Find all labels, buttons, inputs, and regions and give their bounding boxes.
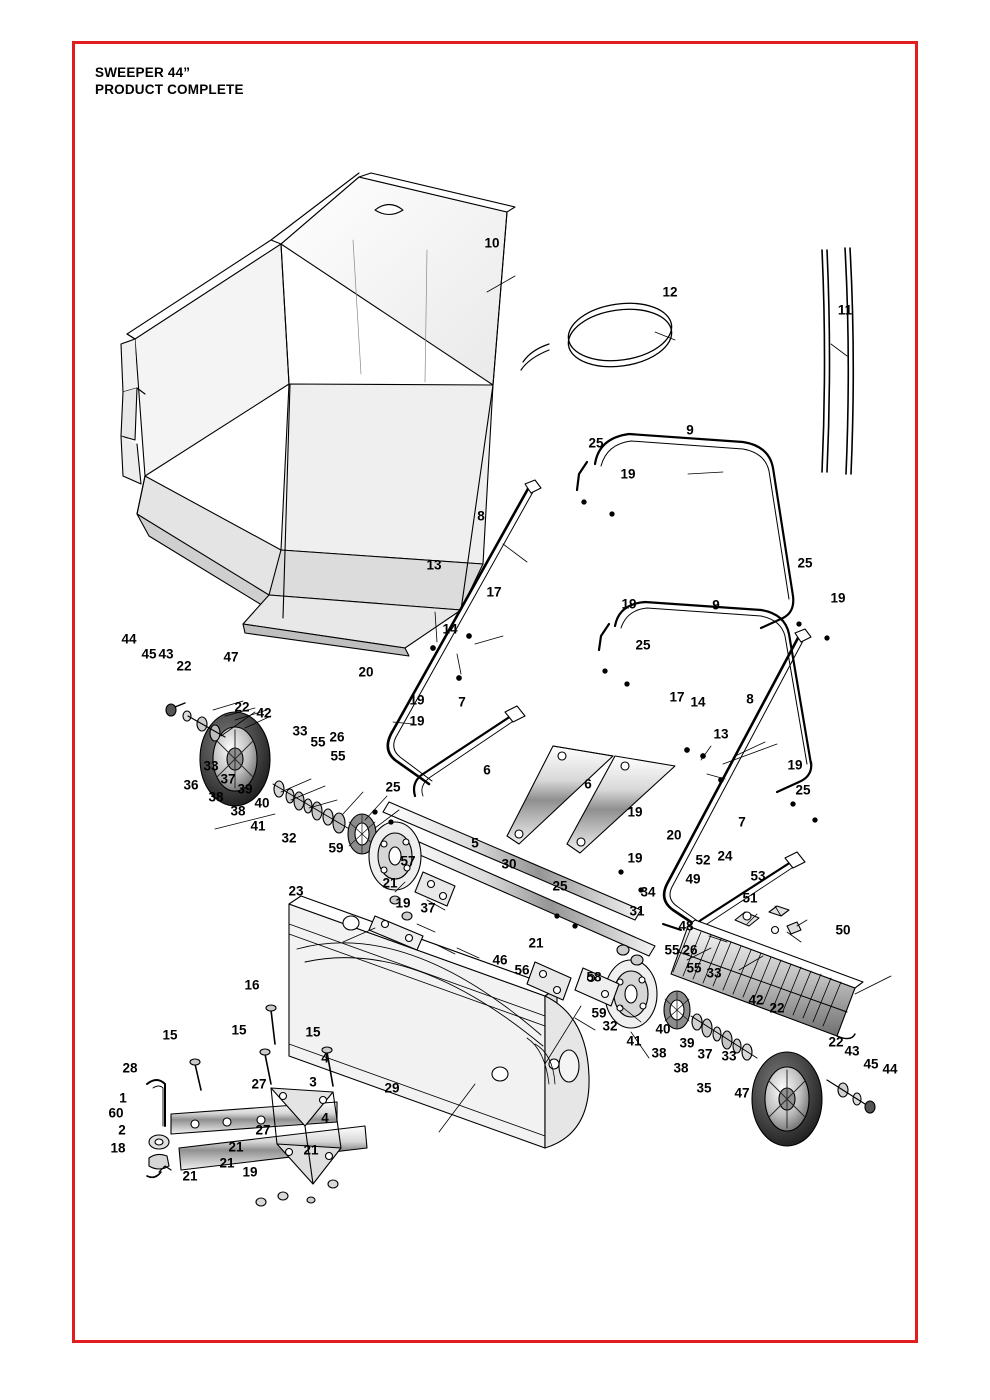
- callout-number: 50: [835, 922, 851, 938]
- callout-number: 22: [828, 1034, 844, 1050]
- callout-number: 6: [483, 762, 491, 778]
- callout-number: 45: [141, 646, 157, 662]
- callout-number: 56: [514, 962, 530, 978]
- callout-number: 57: [400, 853, 416, 869]
- callout-number: 19: [627, 804, 643, 820]
- callout-number: 55: [310, 734, 326, 750]
- callout-number: 31: [629, 903, 645, 919]
- callout-number: 12: [662, 284, 678, 300]
- callout-number: 7: [738, 814, 746, 830]
- callout-number: 13: [426, 557, 442, 573]
- callout-number: 60: [108, 1105, 124, 1121]
- callout-number: 27: [255, 1122, 271, 1138]
- callout-number: 19: [621, 596, 637, 612]
- callout-number: 43: [158, 646, 174, 662]
- callout-number: 21: [303, 1142, 319, 1158]
- callout-number: 25: [795, 782, 811, 798]
- callout-number: 44: [882, 1061, 898, 1077]
- callout-number: 4: [321, 1050, 329, 1066]
- callout-number: 14: [690, 694, 706, 710]
- callout-number: 30: [501, 856, 517, 872]
- callout-number: 25: [588, 435, 604, 451]
- callout-number: 34: [640, 884, 656, 900]
- callout-number: 20: [666, 827, 682, 843]
- callout-number: 19: [830, 590, 846, 606]
- callout-number: 24: [717, 848, 733, 864]
- hopper-bag-shape: [121, 173, 515, 656]
- callout-number: 28: [122, 1060, 138, 1076]
- callout-number: 38: [208, 789, 224, 805]
- callout-number: 52: [695, 852, 711, 868]
- callout-number: 21: [182, 1168, 198, 1184]
- callout-number: 19: [620, 466, 636, 482]
- callout-number: 26: [329, 729, 345, 745]
- callout-number: 41: [626, 1033, 642, 1049]
- callout-number: 8: [477, 508, 485, 524]
- callout-number: 37: [420, 900, 436, 916]
- callout-number: 22: [234, 699, 250, 715]
- callout-number: 22: [769, 1000, 785, 1016]
- callout-number: 18: [110, 1140, 126, 1156]
- callout-number: 19: [627, 850, 643, 866]
- callout-number: 6: [584, 776, 592, 792]
- callout-number: 7: [458, 694, 466, 710]
- callout-number: 44: [121, 631, 137, 647]
- callout-number: 21: [382, 875, 398, 891]
- callout-number: 55: [686, 960, 702, 976]
- callout-number: 33: [721, 1048, 737, 1064]
- callout-number: 42: [748, 992, 764, 1008]
- callout-number: 21: [228, 1139, 244, 1155]
- callout-number: 51: [742, 890, 758, 906]
- callout-number: 15: [162, 1027, 178, 1043]
- callout-number: 17: [486, 584, 502, 600]
- callout-number: 43: [844, 1043, 860, 1059]
- callout-number: 8: [746, 691, 754, 707]
- brace-rod-left: [414, 706, 525, 796]
- callout-number: 32: [602, 1018, 618, 1034]
- callout-number: 19: [409, 692, 425, 708]
- callout-number: 29: [384, 1080, 400, 1096]
- upper-handle-bow: [577, 434, 793, 628]
- callout-number: 15: [231, 1022, 247, 1038]
- callout-number: 39: [237, 781, 253, 797]
- callout-number: 9: [686, 422, 694, 438]
- callout-number: 9: [712, 597, 720, 613]
- callout-number: 45: [863, 1056, 879, 1072]
- callout-number: 14: [442, 621, 458, 637]
- callout-number: 11: [837, 302, 853, 318]
- callout-number: 37: [220, 771, 236, 787]
- callout-number: 41: [250, 818, 266, 834]
- callout-number: 19: [409, 713, 425, 729]
- callout-number: 5: [471, 835, 479, 851]
- callout-number: 59: [591, 1005, 607, 1021]
- callout-number: 19: [242, 1164, 258, 1180]
- callout-number: 21: [219, 1155, 235, 1171]
- callout-number: 25: [552, 878, 568, 894]
- callout-number: 38: [673, 1060, 689, 1076]
- callout-number: 46: [492, 952, 508, 968]
- callout-number: 13: [713, 726, 729, 742]
- callout-number: 42: [256, 705, 272, 721]
- callout-number: 17: [669, 689, 685, 705]
- callout-number: 49: [685, 871, 701, 887]
- callout-number: 53: [750, 868, 766, 884]
- callout-number: 19: [787, 757, 803, 773]
- title-line-1: SWEEPER 44”: [95, 65, 191, 80]
- callout-number: 38: [651, 1045, 667, 1061]
- callout-number: 15: [305, 1024, 321, 1040]
- callout-number: 26: [682, 942, 698, 958]
- callout-number: 25: [797, 555, 813, 571]
- callout-number: 20: [358, 664, 374, 680]
- callout-number: 33: [292, 723, 308, 739]
- callout-number: 59: [328, 840, 344, 856]
- callout-number: 25: [385, 779, 401, 795]
- long-rod-shapes: [822, 248, 853, 474]
- callout-number: 33: [706, 965, 722, 981]
- callout-number: 36: [183, 777, 199, 793]
- callout-number: 16: [244, 977, 260, 993]
- callout-number: 40: [254, 795, 270, 811]
- callout-number: 1: [119, 1090, 127, 1106]
- callout-number: 4: [321, 1110, 329, 1126]
- callout-number: 47: [223, 649, 239, 665]
- callout-number: 21: [528, 935, 544, 951]
- callout-number: 37: [697, 1046, 713, 1062]
- callout-number: 27: [251, 1076, 267, 1092]
- callout-number: 33: [203, 758, 219, 774]
- callout-number: 40: [655, 1021, 671, 1037]
- callout-number: 25: [635, 637, 651, 653]
- callout-number: 55: [664, 942, 680, 958]
- callout-number: 48: [678, 918, 694, 934]
- callout-number: 38: [230, 803, 246, 819]
- callout-number: 2: [118, 1122, 126, 1138]
- callout-number: 19: [395, 895, 411, 911]
- callout-number: 32: [281, 830, 297, 846]
- callout-number: 39: [679, 1035, 695, 1051]
- callout-number: 35: [696, 1080, 712, 1096]
- callout-number: 47: [734, 1085, 750, 1101]
- title-line-2: PRODUCT COMPLETE: [95, 82, 244, 98]
- callout-number: 10: [484, 235, 500, 251]
- callout-number: 22: [176, 658, 192, 674]
- callout-number: 55: [330, 748, 346, 764]
- callout-number: 23: [288, 883, 304, 899]
- callout-number: 3: [309, 1074, 317, 1090]
- drive-belt-shape: [521, 297, 675, 373]
- callout-number: 58: [586, 969, 602, 985]
